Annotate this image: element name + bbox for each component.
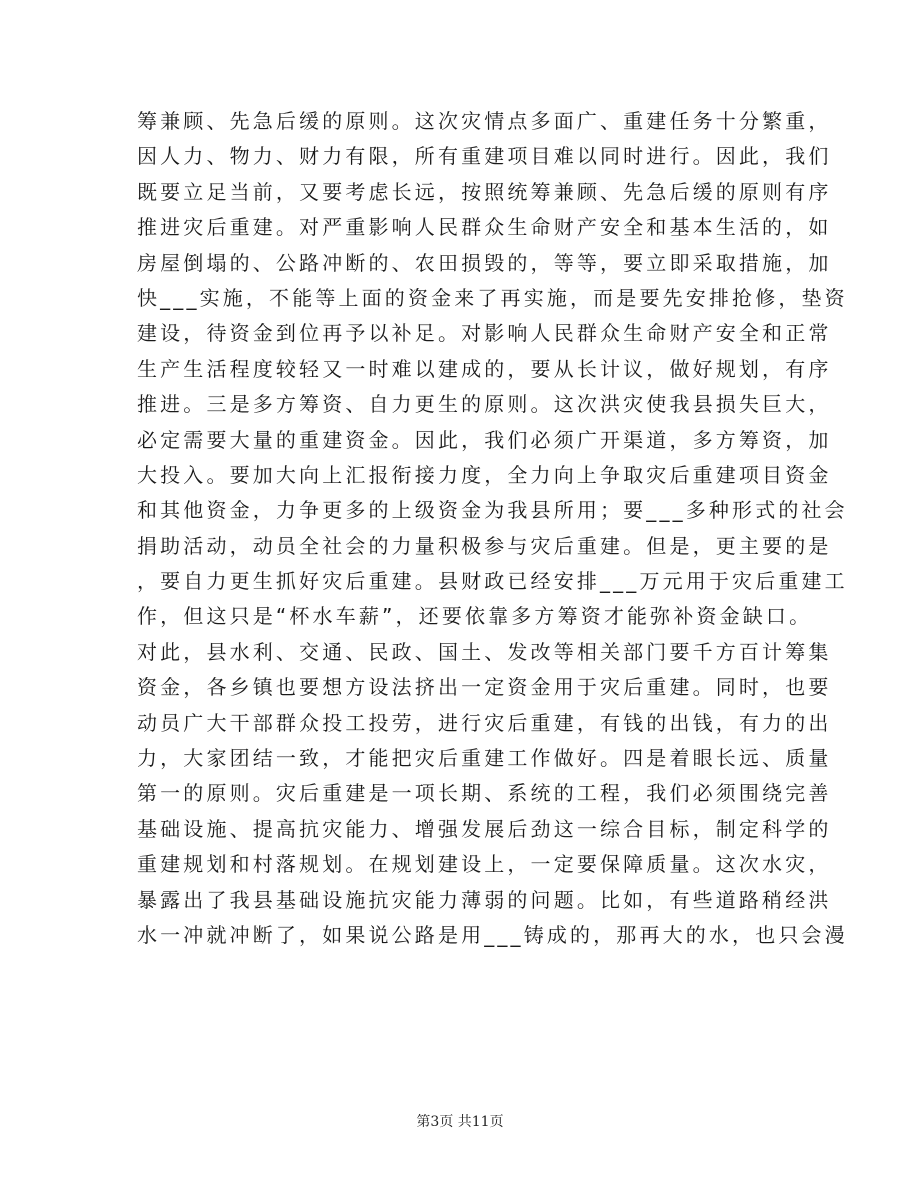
text-line-1: 筹兼顾、先急后缓的原则。这次灾情点多面广、重建任务十分繁重， xyxy=(137,109,832,133)
text-line-3: 既要立足当前，又要考虑长远，按照统筹兼顾、先急后缓的原则有序 xyxy=(137,179,832,204)
text-line-22: 重建规划和村落规划。在规划建设上，一定要保障质量。这次水灾， xyxy=(137,852,832,877)
text-line-15: 作，但这只是“杯水车薪”，还要依靠多方筹资才能弥补资金缺口。 xyxy=(137,604,813,629)
text-line-10: 必定需要大量的重建资金。因此，我们必须广开渠道，多方筹资，加 xyxy=(137,427,832,452)
text-line-5: 房屋倒塌的、公路冲断的、农田损毁的，等等，要立即采取措施，加 xyxy=(137,250,832,275)
text-line-13: 捐助活动，动员全社会的力量积极参与灾后重建。但是，更主要的是 xyxy=(137,533,832,558)
text-line-18: 动员广大干部群众投工投劳，进行灾后重建，有钱的出钱，有力的出 xyxy=(137,710,832,735)
text-line-9: 推进。三是多方筹资、自力更生的原则。这次洪灾使我县损失巨大， xyxy=(137,392,832,417)
text-line-23: 暴露出了我县基础设施抗灾能力薄弱的问题。比如，有些道路稍经洪 xyxy=(137,887,832,912)
text-line-21: 基础设施、提高抗灾能力、增强发展后劲这一综合目标，制定科学的 xyxy=(137,816,832,841)
text-line-4: 推进灾后重建。对严重影响人民群众生命财产安全和基本生活的，如 xyxy=(137,215,832,240)
body-text xyxy=(137,104,848,953)
page-number-footer: 第3页 共11页 xyxy=(416,1114,504,1130)
text-line-16: 对此，县水利、交通、民政、国土、发改等相关部门要千方百计筹集 xyxy=(137,639,832,664)
text-line-12: 和其他资金，力争更多的上级资金为我县所用；要___多种形式的社会 xyxy=(137,498,848,523)
text-line-2: 因人力、物力、财力有限，所有重建项目难以同时进行。因此，我们 xyxy=(137,144,832,169)
text-line-24: 水一冲就冲断了，如果说公路是用___铸成的，那再大的水，也只会漫 xyxy=(137,922,848,947)
text-line-19: 力，大家团结一致，才能把灾后重建工作做好。四是着眼长远、质量 xyxy=(137,746,832,771)
text-line-17: 资金，各乡镇也要想方设法挤出一定资金用于灾后重建。同时，也要 xyxy=(137,675,832,700)
text-line-14: ，要自力更生抓好灾后重建。县财政已经安排___万元用于灾后重建工 xyxy=(137,569,848,594)
text-line-8: 生产生活程度较轻又一时难以建成的，要从长计议，做好规划，有序 xyxy=(137,356,832,381)
text-line-11: 大投入。要加大向上汇报衔接力度，全力向上争取灾后重建项目资金 xyxy=(137,462,832,487)
text-line-7: 建设，待资金到位再予以补足。对影响人民群众生命财产安全和正常 xyxy=(137,321,832,346)
text-line-20: 第一的原则。灾后重建是一项长期、系统的工程，我们必须围绕完善 xyxy=(137,781,832,806)
text-line-6: 快___实施，不能等上面的资金来了再实施，而是要先安排抢修，垫资 xyxy=(137,285,848,310)
